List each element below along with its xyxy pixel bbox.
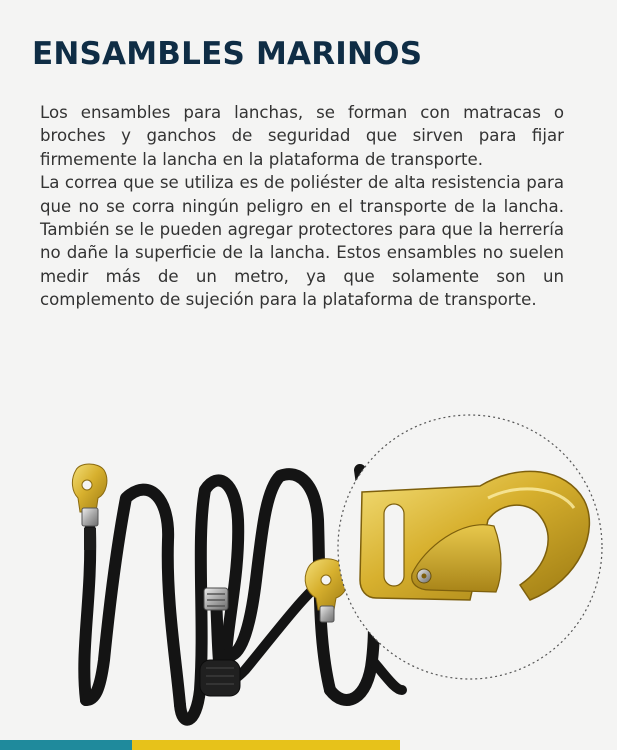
bottom-bar-teal xyxy=(0,740,132,750)
bottom-bar-yellow xyxy=(132,740,400,750)
page-title: ENSAMBLES MARINOS xyxy=(32,36,423,72)
snap-hook-icon xyxy=(360,471,589,600)
strap-assembly-illustration xyxy=(0,405,617,740)
body-text xyxy=(40,101,564,312)
paragraph-1: Los ensambles para lanchas, se forman con matracas o broches y ganchos de seguridad que sirven para fijar firmemente la lancha en la plataforma de transporte. xyxy=(40,103,564,169)
strap-end-pad-icon xyxy=(200,660,240,696)
left-snap-hook-icon xyxy=(72,464,107,550)
paragraph-2: La correa que se utiliza es de poliéster de alta resistencia para que no se corra ningún peligro en el transporte de la lancha. También se le pueden agregar protectores para que la herrería no dañe la superficie de la lancha. Estos ensambles no suelen medir más de un metro, ya que solamente son un complemento de sujeción para la plataforma de transporte. xyxy=(40,173,564,310)
bottom-accent-bar xyxy=(0,740,400,750)
cam-buckle-icon xyxy=(204,588,228,610)
hook-detail-zoom xyxy=(338,415,602,679)
